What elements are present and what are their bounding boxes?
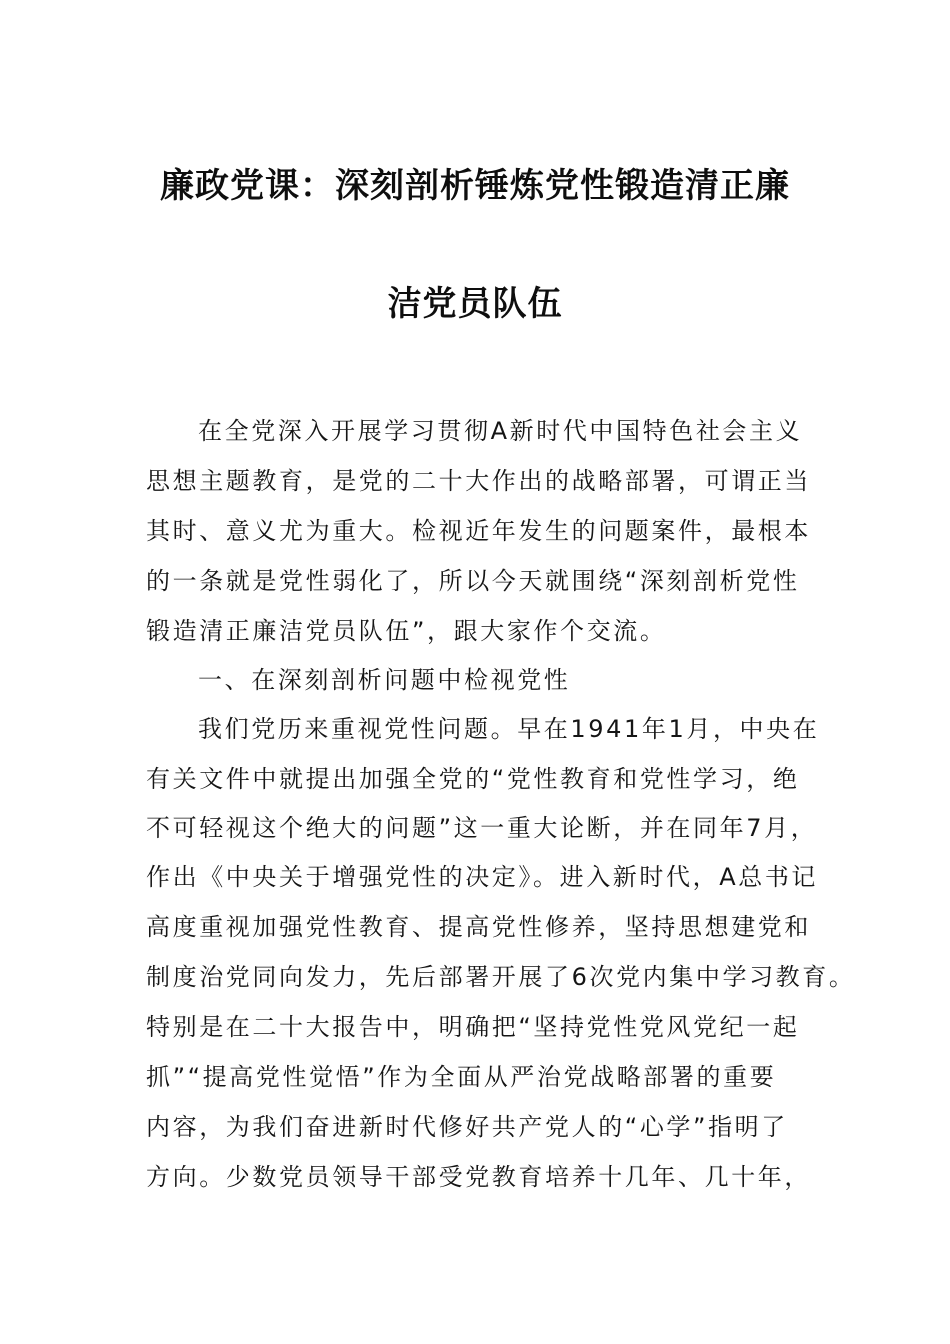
paragraph-line: 内容，为我们奋进新时代修好共产党人的“心学”指明了 xyxy=(146,1113,788,1141)
paragraph-line: 有关文件中就提出加强全党的“党性教育和党性学习，绝 xyxy=(146,765,800,793)
paragraph-line: 制度治党同向发力，先后部署开展了6次党内集中学习教育。 xyxy=(146,963,856,991)
title-line-2: 洁党员队伍 xyxy=(387,284,563,324)
paragraph-line: 思想主题教育，是党的二十大作出的战略部署，可谓正当 xyxy=(146,467,811,495)
paragraph-line: 我们党历来重视党性问题。早在1941年1月，中央在 xyxy=(198,715,820,743)
paragraph-line: 方向。少数党员领导干部受党教育培养十几年、几十年， xyxy=(146,1163,811,1191)
paragraph-line: 抓”“提高党性觉悟”作为全面从严治党战略部署的重要 xyxy=(146,1063,777,1091)
title-line-1: 廉政党课：深刻剖析锤炼党性锻造清正廉 xyxy=(160,166,790,206)
paragraph-line: 其时、意义尤为重大。检视近年发生的问题案件，最根本 xyxy=(146,517,811,545)
section-heading: 一、在深刻剖析问题中检视党性 xyxy=(198,666,571,694)
paragraph-line: 高度重视加强党性教育、提高党性修养，坚持思想建党和 xyxy=(146,913,811,941)
paragraph-line: 锻造清正廉洁党员队伍”，跟大家作个交流。 xyxy=(146,617,667,645)
paragraph-line: 特别是在二十大报告中，明确把“坚持党性党风党纪一起 xyxy=(146,1013,800,1041)
paragraph-line: 不可轻视这个绝大的问题”这一重大论断，并在同年7月， xyxy=(146,814,818,842)
paragraph-line: 的一条就是党性弱化了，所以今天就围绕“深刻剖析党性 xyxy=(146,567,800,595)
paragraph-line: 在全党深入开展学习贯彻A新时代中国特色社会主义 xyxy=(198,417,803,445)
paragraph-line: 作出《中央关于增强党性的决定》。进入新时代，A总书记 xyxy=(146,863,819,891)
